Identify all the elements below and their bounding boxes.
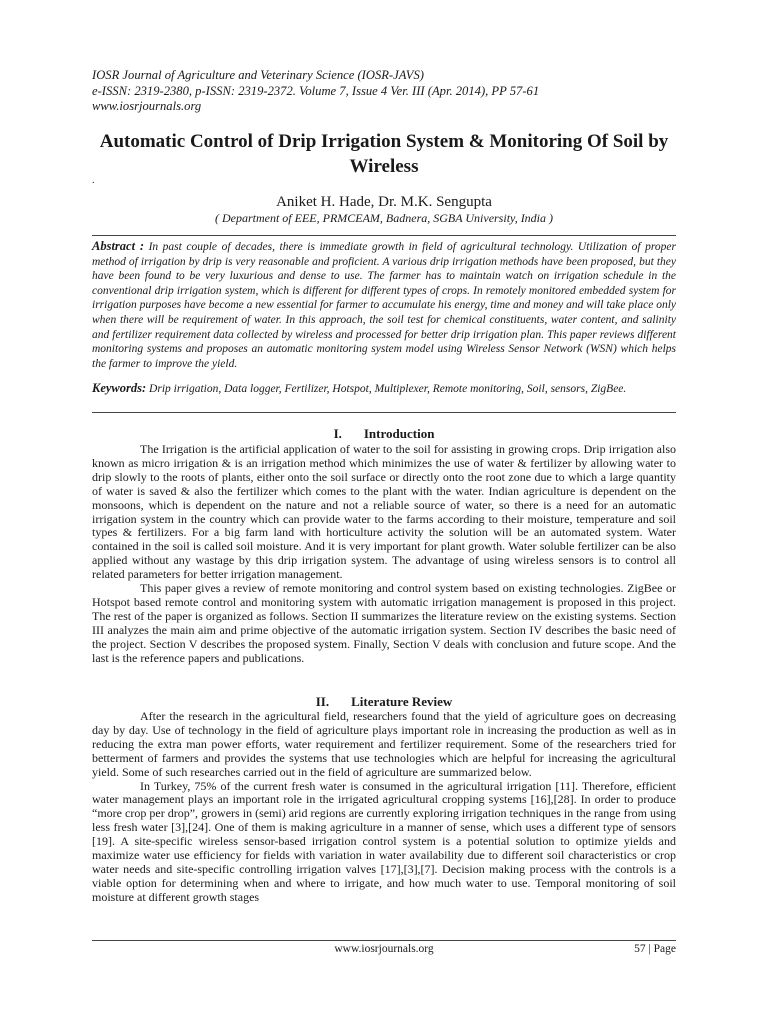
journal-website: www.iosrjournals.org <box>92 99 202 113</box>
introduction-body <box>92 443 676 666</box>
paper-title: Automatic Control of Drip Irrigation System & Monitoring Of Soil by Wireless <box>99 131 669 177</box>
page-number: 57 | Page <box>634 943 676 955</box>
section-number: II. <box>315 694 330 709</box>
abstract-bottom-rule <box>92 412 676 413</box>
abstract-text: In past couple of decades, there is immediate growth in field of agricultural technology. Utilization of proper method of irrigation by drip is very reasonable and proficient. A various drip irrigation methods have been proposed, but they have been found to be very luxurious and dense to use. The farmer has to maintain watch on irrigation schedule in the conventional drip irrigation system, which is different for different types of crops. In remotely monitored embedded system for irrigation purposes have become a new essential for farmer to accumulate his energy, time and money and will take place only when there will be requirement of water. In this approach, the soil test for chemical constituents, water content, and salinity and fertilizer requirement data collected by wireless and processed for better drip irrigation plan. This paper reviews different monitoring systems and proposes an automatic monitoring system model using Wireless Sensor Network (WSN) which helps the farmer to improve the yield. <box>92 241 676 370</box>
paragraph: The Irrigation is the artificial application of water to the soil for assisting in growing crops. Drip irrigation also known as micro irrigation & is an irrigation method which minimizes the use of water & fertilizer by allowing water to drip slowly to the roots of plants, either onto the soil surface or directly onto the root zone due to which a large quantity of water is saved & also the fertilizer which comes to the plant with the water. Indian agriculture is dependent on the monsoons, which is dependent on the nature and not a reliable source of water, so there is a need for an automatic irrigation system in the country which can provide water to the farms according to their moisture, temperature and soil types & fertilizers. For a big farm land with horticulture activity the solution will be an automated system. Water contained in the soil is called soil moisture. And it is very important for plant growth. Water soluble fertilizer can be also applied without any wastage by this drip irrigation system. The advantage of using wireless sensors is to control all related parameters for better irrigation management. <box>92 442 676 582</box>
section-title: Introduction <box>363 426 435 441</box>
keywords-label: Keywords: <box>92 381 147 395</box>
paragraph: This paper gives a review of remote monitoring and control system based on existing technologies. ZigBee or Hotspot based remote control and monitoring system with automatic irrigation management is proposed in this project. The rest of the paper is organized as follows. Section II summarizes the literature review on the existing systems. Section III analyzes the main aim and prime objective of the automatic irrigation system. Section IV describes the basic need of the project. Section V describes the proposed system. Finally, Section V deals with conclusion and future scope. And the last is the reference papers and publications. <box>92 581 676 665</box>
section-heading-introduction <box>92 426 676 442</box>
section-heading-literature-review <box>92 694 676 710</box>
journal-name: IOSR Journal of Agriculture and Veterinary Science (IOSR-JAVS) <box>92 68 424 82</box>
literature-review-body <box>92 710 676 905</box>
abstract <box>92 239 676 371</box>
stray-mark: . <box>92 175 95 186</box>
section-title: Literature Review <box>351 694 453 709</box>
authors: Aniket H. Hade, Dr. M.K. Sengupta <box>276 194 492 210</box>
abstract-top-rule <box>92 235 676 236</box>
paragraph: In Turkey, 75% of the current fresh water is consumed in the agricultural irrigation [11]. Therefore, efficient water management plays an important role in the irrigated agricultural cropping systems [16],[28]. In order to produce “more crop per drop”, growers in (semi) arid regions are currently exploring irrigation techniques in the range from using less fresh water [3],[24]. One of them is making agriculture in a manner of sense, which uses a different type of sensors [19]. A site-specific wireless sensor-based irrigation control system is a potential solution to optimize yields and maximize water use efficiency for fields with variation in water availability due to different soil characteristics or crop water needs and site-specific controlling irrigation valves [17],[3],[7]. Decision making process with the controls is a viable option for determining when and where to irrigate, and how much water to use. Temporal monitoring of soil moisture at different growth stages <box>92 778 676 904</box>
section-number: I. <box>333 426 342 441</box>
keywords-text: Drip irrigation, Data logger, Fertilizer, Hotspot, Multiplexer, Remote monitoring, Soil, sensors, ZigBee. <box>149 383 627 395</box>
paragraph: After the research in the agricultural field, researchers found that the yield of agriculture goes on decreasing day by day. Use of technology in the field of agriculture plays important role in increasing the production as well as in reducing the extra man power efforts, water requirement and fertilizer requirement. Some of the researchers tried for betterment of farmers and provides the systems that use technologies which are helpful for increasing the agricultural yield. Some of such researches carried out in the field of agriculture are summarized below. <box>92 709 676 779</box>
footer-url: www.iosrjournals.org <box>334 943 434 955</box>
footer-rule <box>92 940 676 941</box>
affiliation: ( Department of EEE, PRMCEAM, Badnera, SGBA University, India ) <box>214 211 554 225</box>
abstract-label: Abstract : <box>92 239 145 253</box>
journal-header <box>92 68 676 115</box>
journal-issn: e-ISSN: 2319-2380, p-ISSN: 2319-2372. Volume 7, Issue 4 Ver. III (Apr. 2014), PP 57-61 <box>92 83 540 98</box>
keywords <box>92 381 676 397</box>
